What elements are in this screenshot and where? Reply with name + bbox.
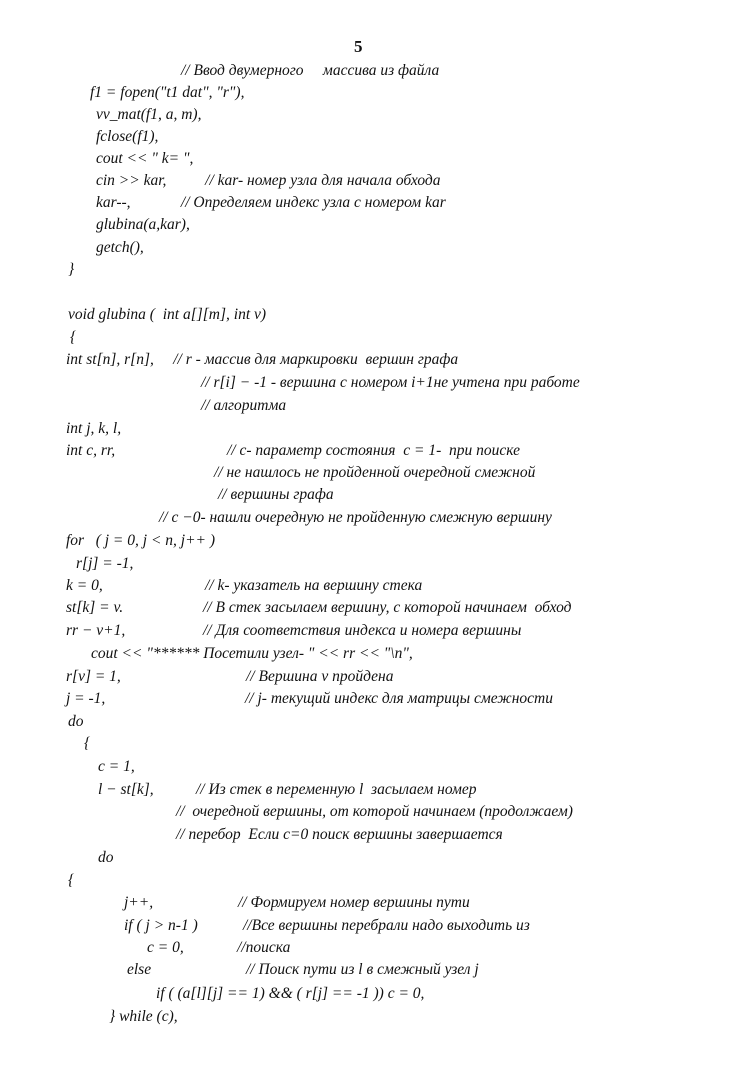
code-line: fclose(f1), xyxy=(96,128,159,145)
code-line: // В стек засылаем вершину, с которой начинаем обход xyxy=(203,599,572,616)
code-line: if ( j > n-1 ) xyxy=(124,917,198,934)
code-line: // r[i] − -1 - вершина с номером i+1не учтена при работе xyxy=(201,374,580,391)
code-line: int j, k, l, xyxy=(66,420,122,437)
code-line: // j- текущий индекс для матрицы смежности xyxy=(245,690,553,707)
code-line: // не нашлось не пройденной очередной смежной xyxy=(214,464,536,481)
code-line: f1 = fopen("t1 dat", "r"), xyxy=(90,84,245,101)
code-line: // k- указатель на вершину стека xyxy=(205,577,423,594)
code-line: // Из стек в переменную l засылаем номер xyxy=(196,781,477,798)
code-line: do xyxy=(98,849,114,866)
code-line: // c −0- нашли очередную не пройденную смежную вершину xyxy=(159,509,552,526)
code-line: // вершины графа xyxy=(218,486,334,503)
code-line: int c, rr, xyxy=(66,442,116,459)
code-line: do xyxy=(68,713,84,730)
code-line: r[j] = -1, xyxy=(76,555,134,572)
code-line: // алгоритма xyxy=(201,397,287,414)
code-line: st[k] = v. xyxy=(66,599,124,616)
code-line: // Для соответствия индекса и номера вершины xyxy=(203,622,522,639)
code-line: // очередной вершины, от которой начинаем (продолжаем) xyxy=(176,803,573,820)
code-line: for ( j = 0, j < n, j++ ) xyxy=(66,532,216,549)
code-line: if ( (a[l][j] == 1) && ( r[j] == -1 )) c = 0, xyxy=(156,985,425,1002)
code-line: void glubina ( int a[][m], int v) xyxy=(68,306,267,323)
code-line: cout << " k= ", xyxy=(96,150,194,167)
code-line: r[v] = 1, xyxy=(66,668,121,685)
code-line: // c- параметр состояния c = 1- при поиске xyxy=(227,442,521,459)
code-line: int st[n], r[n], // r - массив для маркировки вершин графа xyxy=(66,351,459,368)
code-line: { xyxy=(68,872,75,889)
code-line: //поиска xyxy=(237,939,291,956)
code-line: getch(), xyxy=(96,239,144,256)
page-number: 5 xyxy=(354,37,363,56)
code-line: // Вершина v пройдена xyxy=(246,668,394,685)
code-line: cout << "****** Посетили узел- " << rr << "\n", xyxy=(91,645,413,662)
code-line: } xyxy=(68,261,75,278)
code-line: // перебор Если с=0 поиск вершины завершается xyxy=(176,826,503,843)
code-line: // Ввод двумерного массива из файла xyxy=(181,62,440,79)
code-line: // Формируем номер вершины пути xyxy=(238,894,470,911)
code-line: k = 0, xyxy=(66,577,103,594)
code-line: kar--, // Определяем индекс узла с номером kar xyxy=(96,194,446,211)
code-line: j++, xyxy=(124,894,154,911)
code-line: c = 1, xyxy=(98,758,135,775)
code-line: else xyxy=(127,961,152,978)
code-line: l − st[k], xyxy=(98,781,154,798)
code-line: vv_mat(f1, a, m), xyxy=(96,106,202,123)
code-line: rr − v+1, xyxy=(66,622,126,639)
code-line: } while (c), xyxy=(109,1008,178,1025)
code-line: { xyxy=(84,735,91,752)
code-line: j = -1, xyxy=(66,690,106,707)
code-line: glubina(a,kar), xyxy=(96,216,190,233)
code-line: //Все вершины перебрали надо выходить из xyxy=(243,917,530,934)
code-line: // Поиск пути из l в смежный узел j xyxy=(246,961,479,978)
code-line: { xyxy=(70,329,77,346)
code-line: c = 0, xyxy=(147,939,184,956)
code-line: cin >> kar, // kar- номер узла для начала обхода xyxy=(96,172,441,189)
